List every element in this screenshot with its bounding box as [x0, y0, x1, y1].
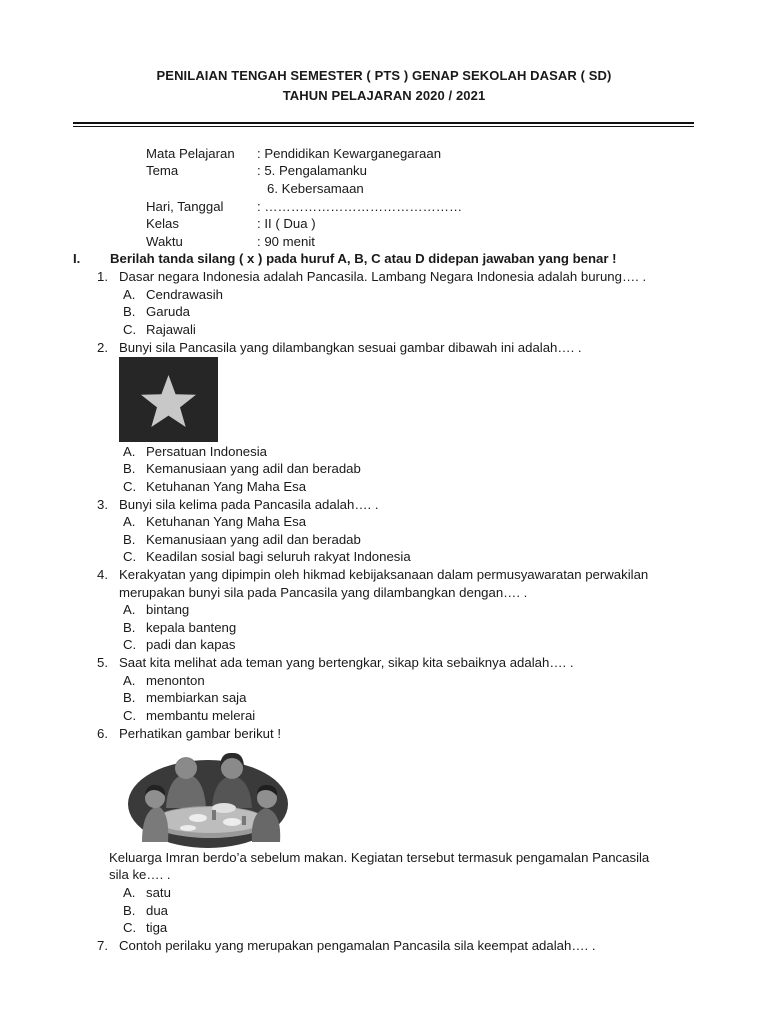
option-letter: B.: [123, 461, 136, 476]
question-number: 1.: [97, 269, 108, 284]
option-text: membiarkan saja: [146, 690, 247, 705]
option-text: satu: [146, 885, 171, 900]
question-number: 6.: [97, 726, 108, 741]
option-text: Kemanusiaan yang adil dan beradab: [146, 461, 361, 476]
question-caption-continued: sila ke…. .: [109, 867, 171, 882]
header-rule-thick: [73, 122, 694, 124]
question-number: 5.: [97, 655, 108, 670]
info-label: Tema: [146, 163, 179, 178]
option-letter: B.: [123, 903, 136, 918]
option-text: Garuda: [146, 304, 190, 319]
section-number: I.: [73, 251, 81, 266]
info-value: : ………………………………………: [257, 199, 463, 214]
question-text: Perhatikan gambar berikut !: [119, 726, 281, 741]
option-text: Persatuan Indonesia: [146, 444, 267, 459]
question-number: 2.: [97, 340, 108, 355]
question-text: Contoh perilaku yang merupakan pengamalan Pancasila sila keempat adalah…. .: [119, 938, 596, 953]
family-praying-icon: [128, 746, 289, 849]
section-instruction: Berilah tanda silang ( x ) pada huruf A, B, C atau D didepan jawaban yang benar !: [110, 251, 617, 266]
option-text: padi dan kapas: [146, 637, 236, 652]
option-text: Keadilan sosial bagi seluruh rakyat Indonesia: [146, 549, 411, 564]
option-letter: C.: [123, 322, 137, 337]
question-text: Dasar negara Indonesia adalah Pancasila. Lambang Negara Indonesia adalah burung…. .: [119, 269, 647, 284]
option-letter: C.: [123, 637, 137, 652]
option-letter: B.: [123, 690, 136, 705]
question-text: Bunyi sila kelima pada Pancasila adalah…. .: [119, 497, 379, 512]
question-text-continued: merupakan bunyi sila pada Pancasila yang dilambangkan dengan…. .: [119, 585, 528, 600]
option-letter: A.: [123, 885, 136, 900]
option-letter: A.: [123, 287, 136, 302]
question-text: Kerakyatan yang dipimpin oleh hikmad kebijaksanaan dalam permusyawaratan perwakilan: [119, 567, 649, 582]
header-rule-thin: [73, 126, 694, 127]
question-number: 3.: [97, 497, 108, 512]
option-letter: C.: [123, 708, 137, 723]
question-text: Bunyi sila Pancasila yang dilambangkan sesuai gambar dibawah ini adalah…. .: [119, 340, 582, 355]
question-text: Saat kita melihat ada teman yang bertengkar, sikap kita sebaiknya adalah…. .: [119, 655, 574, 670]
family-praying-image: [128, 746, 289, 849]
info-value: 6. Kebersamaan: [267, 181, 364, 196]
option-letter: B.: [123, 304, 136, 319]
option-text: menonton: [146, 673, 205, 688]
info-label: Hari, Tanggal: [146, 199, 224, 214]
option-text: Rajawali: [146, 322, 196, 337]
info-label: Kelas: [146, 216, 179, 231]
info-label: Waktu: [146, 234, 183, 249]
info-value: : 5. Pengalamanku: [257, 163, 367, 178]
option-text: Ketuhanan Yang Maha Esa: [146, 479, 307, 494]
option-text: Cendrawasih: [146, 287, 223, 302]
star-icon: [119, 357, 218, 442]
option-letter: B.: [123, 532, 136, 547]
info-value: : 90 menit: [257, 234, 315, 249]
option-text: membantu melerai: [146, 708, 256, 723]
option-text: dua: [146, 903, 169, 918]
exam-title: PENILAIAN TENGAH SEMESTER ( PTS ) GENAP SEKOLAH DASAR ( SD): [156, 68, 612, 83]
option-letter: A.: [123, 514, 136, 529]
question-caption: Keluarga Imran berdo’a sebelum makan. Kegiatan tersebut termasuk pengamalan Pancasila: [109, 850, 650, 865]
option-letter: A.: [123, 602, 136, 617]
option-text: Ketuhanan Yang Maha Esa: [146, 514, 307, 529]
question-number: 4.: [97, 567, 108, 582]
school-year: TAHUN PELAJARAN 2020 / 2021: [282, 88, 486, 103]
option-text: Kemanusiaan yang adil dan beradab: [146, 532, 361, 547]
info-value: : Pendidikan Kewarganegaraan: [257, 146, 442, 161]
info-value: : II ( Dua ): [257, 216, 316, 231]
option-letter: B.: [123, 620, 136, 635]
option-text: kepala banteng: [146, 620, 237, 635]
info-label: Mata Pelajaran: [146, 146, 235, 161]
option-text: bintang: [146, 602, 190, 617]
option-letter: C.: [123, 479, 137, 494]
option-letter: A.: [123, 444, 136, 459]
option-letter: C.: [123, 549, 137, 564]
question-number: 7.: [97, 938, 108, 953]
option-letter: A.: [123, 673, 136, 688]
option-letter: C.: [123, 920, 137, 935]
option-text: tiga: [146, 920, 168, 935]
star-symbol-image: [119, 357, 218, 442]
